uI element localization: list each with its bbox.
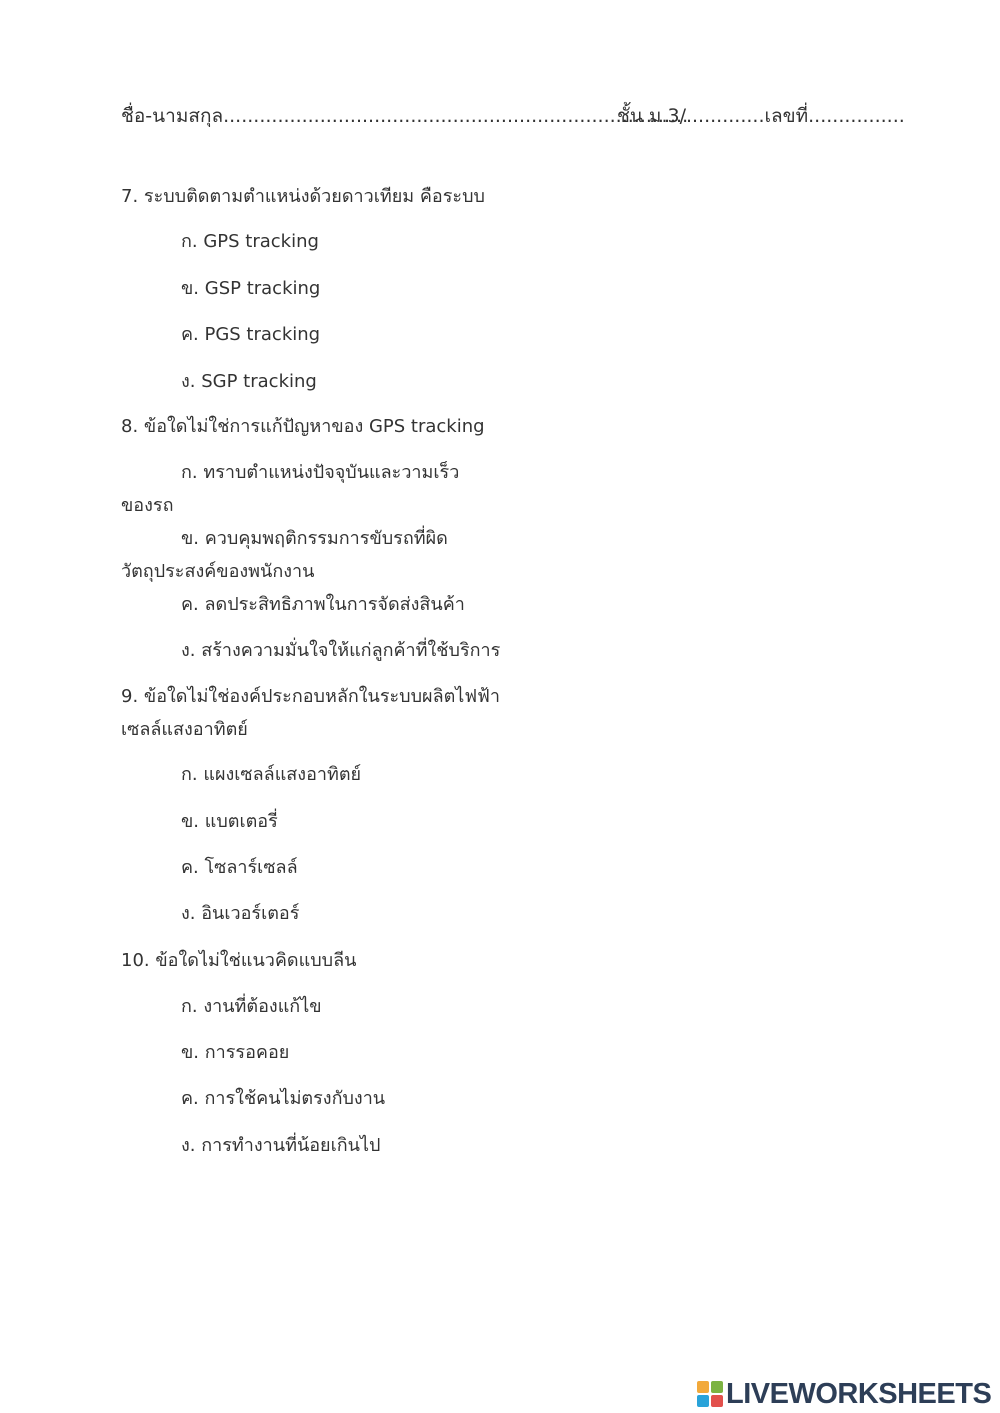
question-7-choice-a: ก. GPS tracking bbox=[181, 231, 319, 252]
question-9-choice-b: ข. แบตเตอรี่ bbox=[181, 811, 278, 832]
logo-text: LIVEWORKSHEETS bbox=[726, 1377, 992, 1410]
question-7-choice-c: ค. PGS tracking bbox=[181, 324, 321, 345]
name-field-label: ชื่อ-นามสกุล............................................................................. bbox=[121, 105, 689, 127]
question-9: 9. ข้อใดไม่ใช่องค์ประกอบหลักในระบบผลิตไฟฟ้า bbox=[121, 686, 500, 707]
liveworksheets-logo-icon bbox=[697, 1381, 723, 1407]
question-7-choice-d: ง. SGP tracking bbox=[181, 371, 317, 392]
question-8-choice-a: ก. ทราบตำแหน่งปัจจุบันและวามเร็ว bbox=[181, 462, 460, 483]
question-9-cont: เซลล์แสงอาทิตย์ bbox=[121, 719, 248, 740]
question-7-choice-b: ข. GSP tracking bbox=[181, 278, 321, 299]
question-8-choice-b-cont: วัตถุประสงค์ของพนักงาน bbox=[121, 561, 315, 582]
question-9-choice-c: ค. โซลาร์เซลล์ bbox=[181, 857, 298, 878]
class-number-field-label: ชั้น ม.3/.............เลขที่................ bbox=[617, 105, 905, 127]
liveworksheets-logo bbox=[697, 1377, 991, 1411]
question-9-choice-d: ง. อินเวอร์เตอร์ bbox=[181, 903, 300, 924]
question-10-choice-d: ง. การทำงานที่น้อยเกินไป bbox=[181, 1135, 381, 1156]
question-8-choice-a-cont: ของรถ bbox=[121, 495, 174, 516]
question-9-choice-a: ก. แผงเซลล์แสงอาทิตย์ bbox=[181, 764, 362, 785]
question-10-choice-c: ค. การใช้คนไม่ตรงกับงาน bbox=[181, 1088, 386, 1109]
question-8: 8. ข้อใดไม่ใช่การแก้ปัญหาของ GPS tracking bbox=[121, 416, 485, 437]
question-8-choice-d: ง. สร้างความมั่นใจให้แก่ลูกค้าที่ใช้บริการ bbox=[181, 640, 501, 661]
question-8-choice-c: ค. ลดประสิทธิภาพในการจัดส่งสินค้า bbox=[181, 594, 465, 615]
question-10-choice-b: ข. การรอคอย bbox=[181, 1042, 290, 1063]
question-7: 7. ระบบติดตามตำแหน่งด้วยดาวเทียม คือระบบ bbox=[121, 186, 485, 207]
question-8-choice-b: ข. ควบคุมพฤติกรรมการขับรถที่ผิด bbox=[181, 528, 448, 549]
question-10-choice-a: ก. งานที่ต้องแก้ไข bbox=[181, 996, 322, 1017]
question-10: 10. ข้อใดไม่ใช่แนวคิดแบบลีน bbox=[121, 950, 357, 971]
